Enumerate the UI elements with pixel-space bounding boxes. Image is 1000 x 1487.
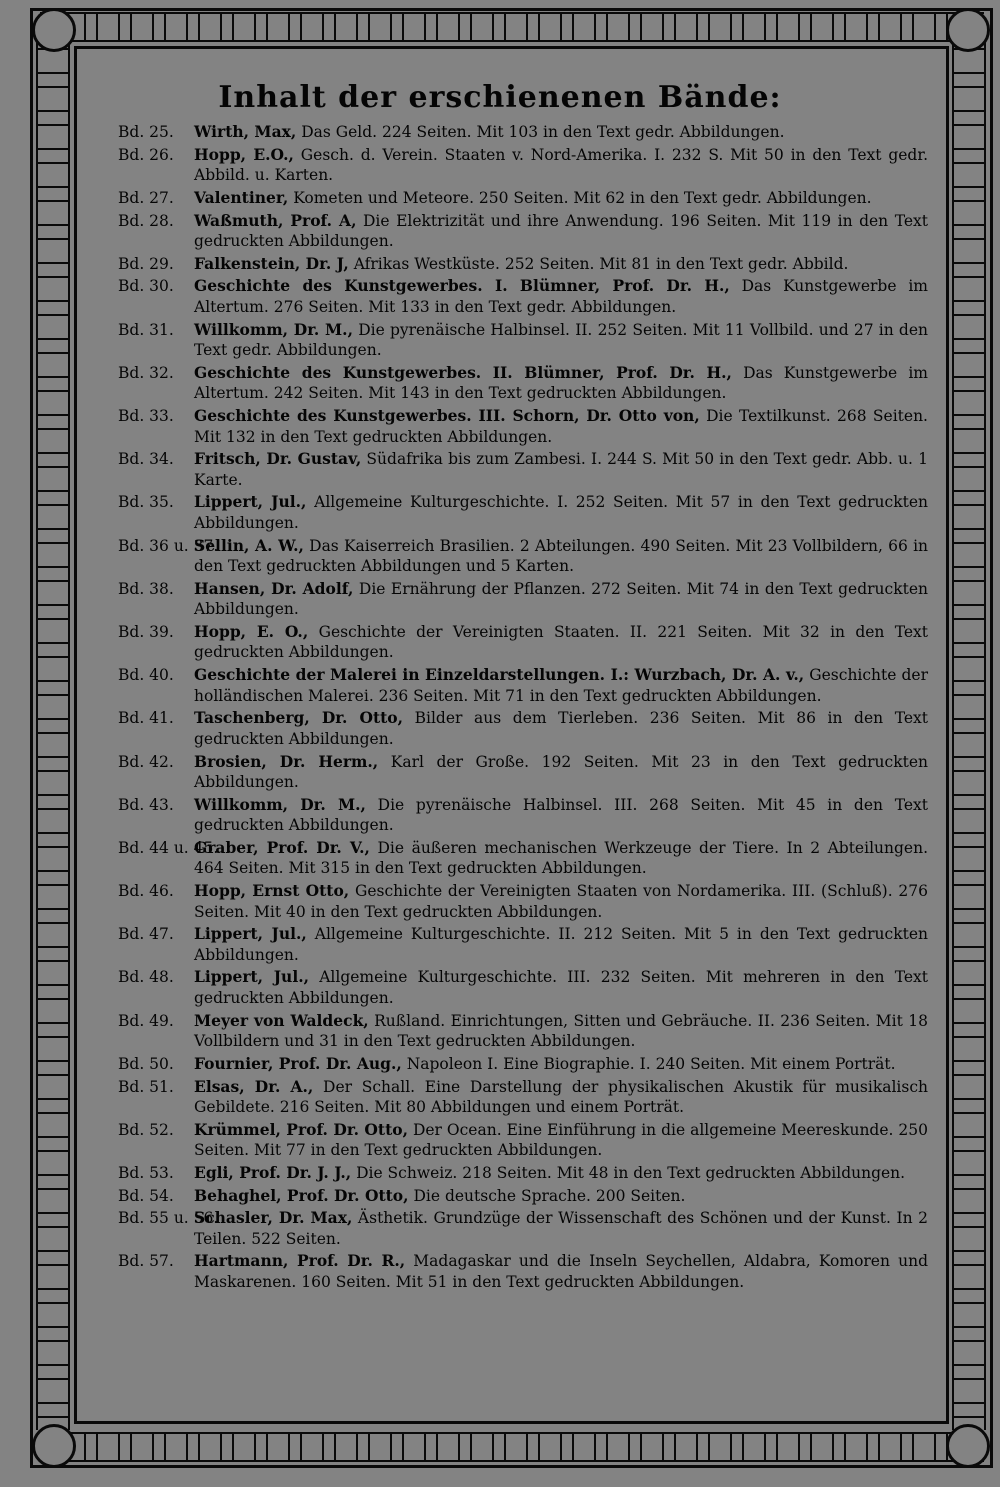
- volume-description: [194, 363, 928, 404]
- volume-number: Bd. 38.: [118, 579, 174, 598]
- list-item: [118, 492, 928, 533]
- volume-author: Hopp, E. O.,: [194, 621, 309, 641]
- volume-number: Bd. 52.: [118, 1120, 174, 1139]
- list-item: [118, 795, 928, 836]
- volume-author: Krümmel, Prof. Dr. Otto,: [194, 1119, 408, 1139]
- volume-author: Waßmuth, Prof. A,: [194, 210, 357, 230]
- volume-details: Die Textilkunst. 268 Seiten. Mit 132 in den Text gedruckten Abbildungen.: [194, 407, 928, 446]
- volume-details: Allgemeine Kulturgeschichte. II. 212 Seiten. Mit 5 in den Text gedruckten Abbildungen.: [194, 925, 928, 964]
- volume-description: [194, 708, 928, 749]
- volume-description: [194, 1120, 928, 1161]
- volume-number: Bd. 25.: [118, 123, 174, 141]
- volume-details: Das Kunstgewerbe im Altertum. 276 Seiten. Mit 133 in den Text gedr. Abbildungen.: [194, 277, 928, 316]
- volume-details: Napoleon I. Eine Biographie. I. 240 Seiten. Mit einem Porträt.: [406, 1054, 896, 1073]
- volume-details: Geschichte der Vereinigten Staaten von Nordamerika. III. (Schluß). 276 Seiten. Mit 40 in den Text gedruckten Abbildungen.: [194, 882, 928, 921]
- volume-description: [194, 1077, 928, 1118]
- list-item: [118, 708, 928, 749]
- volume-description: [194, 122, 928, 143]
- list-item: [118, 122, 928, 143]
- volume-details: Die Ernährung der Pflanzen. 272 Seiten. Mit 74 in den Text gedruckten Abbildungen.: [194, 579, 928, 619]
- volume-description: [194, 579, 928, 620]
- volume-details: Das Geld. 224 Seiten. Mit 103 in den Text gedr. Abbildungen.: [301, 123, 785, 141]
- corner-ornament-icon: [946, 1424, 990, 1468]
- volume-details: Gesch. d. Verein. Staaten v. Nord-Amerika. I. 232 S. Mit 50 in den Text gedr. Abbild. u. Karten.: [194, 145, 928, 185]
- volume-author: Lippert, Jul.,: [194, 924, 307, 944]
- volume-description: [194, 276, 928, 317]
- volume-author: Lippert, Jul.,: [194, 967, 310, 987]
- volume-description: [194, 145, 928, 186]
- volume-author: Behaghel, Prof. Dr. Otto,: [194, 1185, 409, 1205]
- volume-number: Bd. 50.: [118, 1054, 174, 1073]
- list-item: [118, 320, 928, 361]
- volume-number: Bd. 31.: [118, 320, 174, 339]
- volume-details: Der Ocean. Eine Einführung in die allgemeine Meereskunde. 250 Seiten. Mit 77 in den Text gedruckten Abbildungen.: [194, 1120, 928, 1160]
- volume-author: Hansen, Dr. Adolf,: [194, 578, 354, 598]
- list-item: [118, 924, 928, 965]
- volume-author: Hartmann, Prof. Dr. R.,: [194, 1251, 406, 1271]
- volume-description: [194, 967, 928, 1008]
- volume-details: Die Schweiz. 218 Seiten. Mit 48 in den Text gedruckten Abbildungen.: [356, 1163, 906, 1182]
- volume-number: Bd. 44 u. 45.: [118, 838, 219, 857]
- volume-author: Meyer von Waldeck,: [194, 1010, 369, 1030]
- volume-number: Bd. 54.: [118, 1186, 174, 1205]
- volume-details: Das Kunstgewerbe im Altertum. 242 Seiten. Mit 143 in den Text gedruckten Abbildungen.: [194, 363, 928, 403]
- volume-description: [194, 1186, 928, 1207]
- volume-details: Rußland. Einrichtungen, Sitten und Gebräuche. II. 236 Seiten. Mit 18 Vollbildern und 31 in den Text gedruckten Abbildungen.: [194, 1011, 928, 1051]
- volume-description: [194, 536, 928, 577]
- volume-list: [118, 122, 928, 1295]
- volume-number: Bd. 41.: [118, 709, 174, 728]
- volume-description: [194, 665, 928, 706]
- volume-details: Bilder aus dem Tierleben. 236 Seiten. Mit 86 in den Text gedruckten Abbildungen.: [194, 709, 928, 748]
- volume-description: [194, 1251, 928, 1292]
- volume-number: Bd. 30.: [118, 277, 174, 296]
- list-item: [118, 145, 928, 186]
- list-item: [118, 1120, 928, 1161]
- volume-number: Bd. 40.: [118, 666, 174, 685]
- list-item: [118, 1251, 928, 1292]
- volume-author: Graber, Prof. Dr. V.,: [194, 837, 370, 857]
- volume-details: Madagaskar und die Inseln Seychellen, Aldabra, Komoren und Maskarenen. 160 Seiten. Mit 51 in den Text gedruckten Abbildungen.: [194, 1252, 928, 1291]
- volume-author: Willkomm, Dr. M.,: [194, 794, 366, 814]
- list-item: [118, 838, 928, 879]
- list-item: [118, 1011, 928, 1052]
- volume-details: Allgemeine Kulturgeschichte. I. 252 Seiten. Mit 57 in den Text gedruckten Abbildungen.: [194, 493, 929, 532]
- list-item: [118, 622, 928, 663]
- volume-author: Egli, Prof. Dr. J. J.,: [194, 1162, 352, 1182]
- volume-number: Bd. 33.: [118, 407, 174, 425]
- volume-description: [194, 752, 928, 793]
- volume-description: [194, 924, 928, 965]
- volume-description: [194, 254, 928, 275]
- volume-description: [194, 795, 928, 836]
- volume-author: Geschichte des Kunstgewerbes. III. Schorn, Dr. Otto von,: [194, 406, 700, 425]
- list-item: [118, 1077, 928, 1118]
- volume-number: Bd. 43.: [118, 795, 174, 814]
- volume-author: Brosien, Dr. Herm.,: [194, 751, 379, 771]
- volume-author: Willkomm, Dr. M.,: [194, 319, 353, 339]
- volume-details: Das Kaiserreich Brasilien. 2 Abteilungen. 490 Seiten. Mit 23 Vollbildern, 66 in den Text gedruckten Abbildungen und 5 Karten.: [194, 536, 929, 576]
- volume-details: Die deutsche Sprache. 200 Seiten.: [413, 1186, 686, 1205]
- volume-author: Elsas, Dr. A.,: [194, 1076, 314, 1096]
- volume-author: Hopp, Ernst Otto,: [194, 881, 350, 901]
- list-item: [118, 188, 928, 209]
- volume-number: Bd. 46.: [118, 882, 174, 901]
- volume-description: [194, 449, 928, 490]
- volume-number: Bd. 49.: [118, 1011, 174, 1030]
- volume-description: [194, 1011, 928, 1052]
- list-item: [118, 211, 928, 252]
- volume-number: Bd. 39.: [118, 622, 174, 641]
- volume-author: Wirth, Max,: [194, 122, 297, 141]
- list-item: [118, 1054, 928, 1075]
- volume-author: Taschenberg, Dr. Otto,: [194, 708, 404, 728]
- volume-details: Die pyrenäische Halbinsel. III. 268 Seiten. Mit 45 in den Text gedruckten Abbildungen.: [194, 795, 928, 835]
- volume-author: Geschichte der Malerei in Einzeldarstellungen. I.: Wurzbach, Dr. A. v.,: [194, 665, 805, 685]
- list-item: [118, 536, 928, 577]
- volume-description: [194, 406, 928, 447]
- volume-details: Die äußeren mechanischen Werkzeuge der Tiere. In 2 Abteilungen. 464 Seiten. Mit 315 in den Text gedruckten Abbildungen.: [194, 838, 928, 878]
- page-title: Inhalt der erschienenen Bände:: [218, 80, 782, 115]
- volume-number: Bd. 51.: [118, 1077, 174, 1096]
- volume-description: [194, 188, 928, 209]
- list-item: [118, 967, 928, 1008]
- volume-details: Afrikas Westküste. 252 Seiten. Mit 81 in den Text gedr. Abbild.: [353, 254, 849, 273]
- volume-description: [194, 881, 928, 922]
- volume-details: Die Elektrizität und ihre Anwendung. 196 Seiten. Mit 119 in den Text gedruckten Abbildungen.: [194, 211, 928, 251]
- list-item: [118, 449, 928, 490]
- list-item: [118, 276, 928, 317]
- volume-number: Bd. 28.: [118, 211, 174, 230]
- volume-number: Bd. 57.: [118, 1252, 174, 1271]
- volume-details: Geschichte der Vereinigten Staaten. II. 221 Seiten. Mit 32 in den Text gedruckten Abbildungen.: [194, 622, 928, 662]
- volume-author: Valentiner,: [194, 187, 289, 207]
- volume-details: Südafrika bis zum Zambesi. I. 244 S. Mit 50 in den Text gedr. Abb. u. 1 Karte.: [194, 450, 928, 489]
- volume-description: [194, 1163, 928, 1184]
- list-item: [118, 254, 928, 275]
- volume-number: Bd. 55 u. 56.: [118, 1209, 219, 1228]
- volume-author: Fournier, Prof. Dr. Aug.,: [194, 1053, 402, 1073]
- list-item: [118, 1186, 928, 1207]
- volume-number: Bd. 47.: [118, 925, 174, 944]
- volume-details: Ästhetik. Grundzüge der Wissenschaft des Schönen und der Kunst. In 2 Teilen. 522 Seiten.: [194, 1209, 928, 1248]
- volume-number: Bd. 34.: [118, 450, 174, 469]
- volume-author: Hopp, E.O.,: [194, 144, 294, 164]
- volume-description: [194, 320, 928, 361]
- list-item: [118, 579, 928, 620]
- volume-details: Kometen und Meteore. 250 Seiten. Mit 62 in den Text gedr. Abbildungen.: [293, 188, 872, 207]
- volume-description: [194, 838, 928, 879]
- volume-number: Bd. 35.: [118, 493, 174, 512]
- list-item: [118, 363, 928, 404]
- volume-number: Bd. 29.: [118, 254, 174, 273]
- volume-author: Schasler, Dr. Max,: [194, 1208, 353, 1228]
- volume-details: Karl der Große. 192 Seiten. Mit 23 in den Text gedruckten Abbildungen.: [194, 752, 928, 791]
- volume-description: [194, 1054, 928, 1075]
- volume-number: Bd. 42.: [118, 752, 174, 771]
- volume-details: Geschichte der holländischen Malerei. 236 Seiten. Mit 71 in den Text gedruckten Abbildungen.: [194, 666, 928, 705]
- volume-author: Fritsch, Dr. Gustav,: [194, 449, 362, 469]
- volume-author: Sellin, A. W.,: [194, 535, 304, 555]
- corner-ornament-icon: [946, 8, 990, 52]
- list-item: [118, 1163, 928, 1184]
- volume-number: Bd. 36 u. 37.: [118, 536, 219, 555]
- volume-author: Geschichte des Kunstgewerbes. II. Blümner, Prof. Dr. H.,: [194, 362, 732, 382]
- list-item: [118, 881, 928, 922]
- volume-number: Bd. 26.: [118, 145, 174, 164]
- corner-ornament-icon: [32, 1424, 76, 1468]
- volume-number: Bd. 48.: [118, 968, 174, 987]
- list-item: [118, 665, 928, 706]
- list-item: [118, 752, 928, 793]
- volume-details: Der Schall. Eine Darstellung der physikalischen Akustik für musikalisch Gebildete. 216 Seiten. Mit 80 Abbildungen und einem Porträt.: [194, 1077, 928, 1116]
- volume-number: Bd. 32.: [118, 363, 174, 382]
- volume-details: Allgemeine Kulturgeschichte. III. 232 Seiten. Mit mehreren in den Text gedruckten Abbildungen.: [194, 968, 928, 1007]
- list-item: [118, 406, 928, 447]
- list-item: [118, 1208, 928, 1249]
- volume-description: [194, 211, 928, 252]
- volume-number: Bd. 53.: [118, 1163, 174, 1182]
- volume-number: Bd. 27.: [118, 188, 174, 207]
- volume-description: [194, 492, 928, 533]
- volume-author: Falkenstein, Dr. J,: [194, 253, 349, 273]
- volume-author: Geschichte des Kunstgewerbes. I. Blümner, Prof. Dr. H.,: [194, 276, 730, 296]
- volume-description: [194, 622, 928, 663]
- volume-author: Lippert, Jul.,: [194, 492, 307, 512]
- volume-details: Die pyrenäische Halbinsel. II. 252 Seiten. Mit 11 Vollbild. und 27 in den Text gedr. Abbildungen.: [194, 320, 928, 360]
- volume-description: [194, 1208, 928, 1249]
- corner-ornament-icon: [32, 8, 76, 52]
